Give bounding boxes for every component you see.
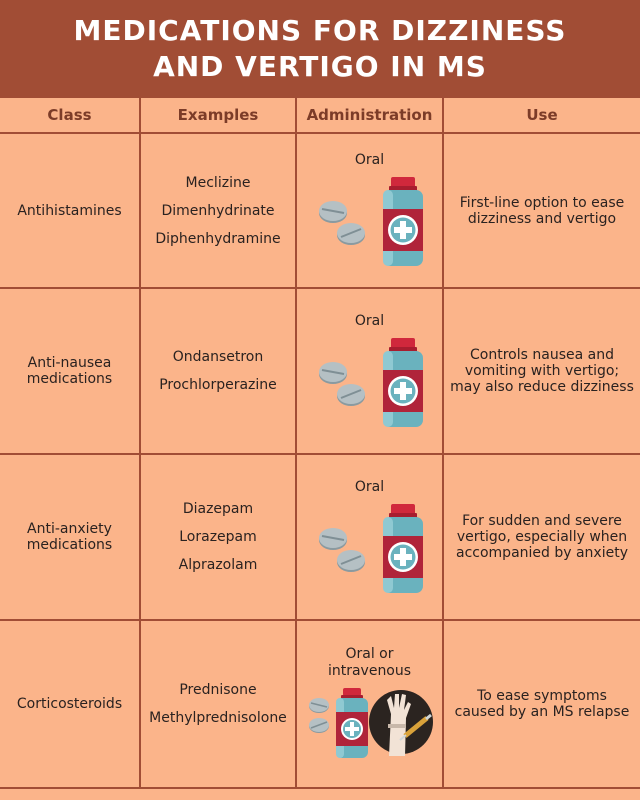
administration-label: Oral <box>354 152 385 168</box>
class-cell: Corticosteroids <box>0 620 140 788</box>
use-cell: Controls nausea and vomiting with vertigo; may also reduce dizziness <box>443 288 640 454</box>
examples-cell <box>140 620 296 788</box>
administration-cell <box>296 620 443 788</box>
pill-icon <box>319 528 347 550</box>
pills-bottle-icon <box>315 173 425 269</box>
pill-icon <box>309 698 329 713</box>
title-line-2: AND VERTIGO IN MS <box>153 50 487 83</box>
table-row <box>0 454 640 620</box>
pill-icon <box>309 718 329 733</box>
example-drug: Prednisone <box>179 682 257 698</box>
use-cell: To ease symptoms caused by an MS relapse <box>443 620 640 788</box>
example-drug: Methylprednisolone <box>149 710 287 726</box>
administration-cell <box>296 288 443 454</box>
pills-bottle-syringe-icon <box>307 684 433 762</box>
administration-label: Oral <box>354 312 385 329</box>
pill-icon <box>337 384 365 406</box>
table-row <box>0 133 640 288</box>
table-header-row <box>0 98 640 133</box>
table-row <box>0 288 640 454</box>
medications-table <box>0 98 640 789</box>
column-header-administration: Administration <box>296 98 443 133</box>
example-drug: Alprazolam <box>178 557 258 573</box>
use-cell: For sudden and severe vertigo, especially when accompanied by anxiety <box>443 454 640 620</box>
class-cell: Antihistamines <box>0 133 140 288</box>
page-title <box>0 0 640 98</box>
pill-icon <box>337 550 365 572</box>
examples-cell <box>140 288 296 454</box>
use-cell: First-line option to ease dizziness and vertigo <box>443 133 640 288</box>
examples-cell <box>140 454 296 620</box>
example-drug: Prochlorperazine <box>159 377 277 393</box>
pill-icon <box>319 362 347 384</box>
example-drug: Ondansetron <box>172 349 264 365</box>
administration-label: Oral or intravenous <box>327 646 412 679</box>
pills-bottle-icon <box>315 500 425 596</box>
administration-cell <box>296 133 443 288</box>
pills-bottle-icon <box>315 334 425 430</box>
syringe-arm-icon <box>369 690 433 756</box>
example-drug: Lorazepam <box>179 529 257 545</box>
bottle-icon <box>383 177 423 266</box>
pill-icon <box>319 201 347 223</box>
bottle-icon <box>383 338 423 427</box>
administration-label: Oral <box>354 478 385 495</box>
column-header-use: Use <box>443 98 640 133</box>
bottle-icon <box>383 504 423 593</box>
column-header-class: Class <box>0 98 140 133</box>
examples-cell <box>140 133 296 288</box>
column-header-examples: Examples <box>140 98 296 133</box>
title-line-1: MEDICATIONS FOR DIZZINESS <box>73 14 567 47</box>
example-drug: Meclizine <box>185 174 251 191</box>
administration-cell <box>296 454 443 620</box>
example-drug: Diphenhydramine <box>155 230 281 247</box>
table-row <box>0 620 640 788</box>
example-drug: Dimenhydrinate <box>161 202 275 219</box>
example-drug: Diazepam <box>182 501 254 517</box>
pill-icon <box>337 223 365 245</box>
class-cell: Anti-anxiety medications <box>0 454 140 620</box>
bottle-icon <box>336 688 368 758</box>
class-cell: Anti-nausea medications <box>0 288 140 454</box>
